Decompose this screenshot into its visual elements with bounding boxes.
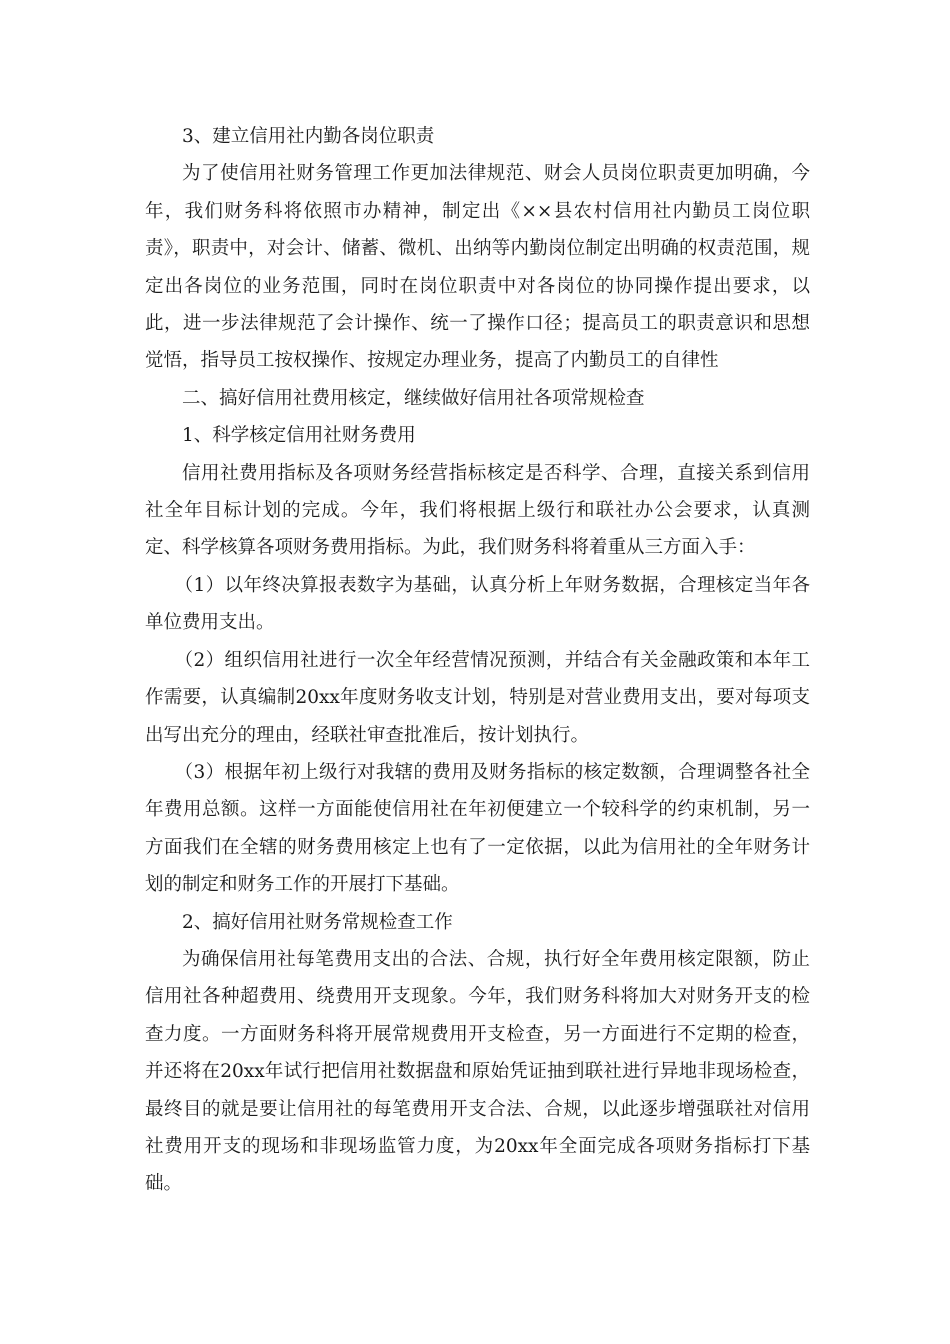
paragraph: 为了使信用社财务管理工作更加法律规范、财会人员岗位职责更加明确，今年，我们财务科将依照市办精神，制定出《××县农村信用社内勤员工岗位职责》，职责中，对会计、储蓄、微机、出纳等内勤岗位制定出明确的权责范围，规定出各岗位的业务范围，同时在岗位职责中对各岗位的协同操作提出要求，以此，进一步法律规范了会计操作、统一了操作口径；提高员工的职责意识和思想觉悟，指导员工按权操作、按规定办理业务，提高了内勤员工的自律性 [145, 163, 810, 372]
document-body [145, 118, 810, 1203]
list-item-3: （3）根据年初上级行对我辖的费用及财务指标的核定数额，合理调整各社全年费用总额。这样一方面能使信用社在年初便建立一个较科学的约束机制，另一方面我们在全辖的财务费用核定上也有了一定依据，以此为信用社的全年财务计划的制定和财务工作的开展打下基础。 [145, 761, 810, 896]
list-item-1: （1）以年终决算报表数字为基础，认真分析上年财务数据，合理核定当年各单位费用支出。 [145, 574, 810, 634]
subsection-heading-1: 1、科学核定信用社财务费用 [182, 425, 416, 447]
paragraph: 信用社费用指标及各项财务经营指标核定是否科学、合理，直接关系到信用社全年目标计划的完成。今年，我们将根据上级行和联社办公会要求，认真测定、科学核算各项财务费用指标。为此，我们财务科将着重从三方面入手： [145, 462, 810, 559]
list-item-2: （2）组织信用社进行一次全年经营情况预测，并结合有关金融政策和本年工作需要，认真编制20xx年度财务收支计划，特别是对营业费用支出，要对每项支出写出充分的理由，经联社审查批准后，按计划执行。 [145, 649, 810, 746]
paragraph: 为确保信用社每笔费用支出的合法、合规，执行好全年费用核定限额，防止信用社各种超费用、绕费用开支现象。今年，我们财务科将加大对财务开支的检查力度。一方面财务科将开展常规费用开支检查，另一方面进行不定期的检查，并还将在20xx年试行把信用社数据盘和原始凭证抽到联社进行异地非现场检查，最终目的就是要让信用社的每笔费用开支合法、合规，以此逐步增强联社对信用社费用开支的现场和非现场监管力度，为20xx年全面完成各项财务指标打下基础。 [145, 948, 810, 1195]
section-heading-2: 二、搞好信用社费用核定，继续做好信用社各项常规检查 [182, 387, 645, 409]
subsection-heading-2: 2、搞好信用社财务常规检查工作 [182, 911, 453, 933]
section-heading-3: 3、建立信用社内勤各岗位职责 [182, 126, 435, 147]
